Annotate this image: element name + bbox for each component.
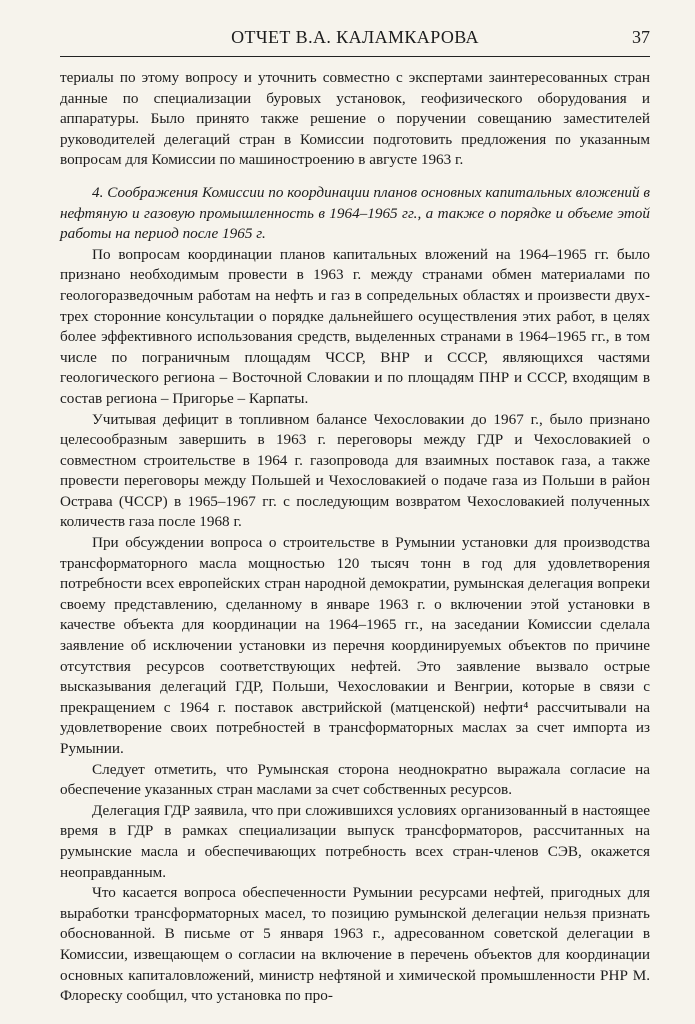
paragraph: Учитывая дефицит в топливном балансе Чехословакии до 1967 г., было признано целесообразным завершить в 1963 г. переговоры между ГДР и Чехословакией о совместном строительстве в 1964 г. газопровода для взаимных поставок газа, а также провести переговоры между Польшей и Чехословакией о подаче газа из Польши в район Острава (ЧССР) в 1965–1967 гг. с последующим возвратом Чехословакией полученных количеств газа после 1968 г. bbox=[60, 410, 650, 531]
header-title: ОТЧЕТ В.А. КАЛАМКАРОВА bbox=[231, 27, 479, 47]
body-text bbox=[60, 68, 650, 1007]
paragraph: При обсуждении вопроса о строительстве в Румынии установки для производства трансформаторного масла мощностью 120 тысяч тонн в год для удовлетворения потребности всех европейских стран народной демократии, румынская делегация вопреки своему представлению, сделанному в январе 1963 г. о включении этой установки в качестве объекта для координации на 1964–1965 гг., на заседании Комиссии сделала заявление об исключении установки из перечня координируемых объектов по причине отсутствия ресурсов соответствующих нефтей. Это заявление вызвало острые высказывания делегаций ГДР, Польши, Чехословакии и Венгрии, которые в связи с прекращением с 1964 г. поставок австрийской (матценской) нефти⁴ рассчитывали на удовлетворение своих потребностей в трансформаторных маслах за счет импорта из Румынии. bbox=[60, 534, 650, 757]
section-heading: 4. Соображения Комиссии по координации планов основных капитальных вложений в нефтяную и газовую промышленность в 1964–1965 гг., а также о порядке и объеме этой работы на период после 1965 г. bbox=[60, 183, 650, 243]
paragraph: По вопросам координации планов капитальных вложений на 1964–1965 гг. было признано необходимым провести в 1963 г. между странами обмен материалами по геологоразведочным работам на нефть и газ в сопредельных областях и произвести двух-трех сторонние консультации о порядке дальнейшего осуществления этих работ, в целях более эффективного использования средств, выделенных странами в 1964–1965 гг., в том числе по пограничным площадям ЧССР, ВНР и СССР, являющихся частями геологического региона – Восточной Словакии и по площадям ПНР и СССР, входящим в состав региона – Пригорье – Карпаты. bbox=[60, 245, 650, 407]
running-header bbox=[60, 18, 650, 58]
paragraph-continued: териалы по этому вопросу и уточнить совместно с экспертами заинтересованных стран данные по специализации буровых установок, геофизического оборудования и аппаратуры. Было принято также решение о поручении совещанию заместителей руководителей делегаций стран в Комиссии подготовить предложения по указанным вопросам для Комиссии по машиностроению в августе 1963 г. bbox=[60, 69, 650, 169]
paragraph: Следует отметить, что Румынская сторона неоднократно выражала согласие на обеспечение указанных стран маслами за счет собственных ресурсов. bbox=[60, 760, 650, 799]
paragraph: Делегация ГДР заявила, что при сложившихся условиях организованный в настоящее время в ГДР в рамках специализации выпуск трансформаторов, рассчитанных на румынские масла и обеспечивающих потребность всех стран-членов СЭВ, окажется неоправданным. bbox=[60, 801, 650, 881]
page-number: 37 bbox=[632, 27, 650, 47]
paragraph: Что касается вопроса обеспеченности Румынии ресурсами нефтей, пригодных для выработки трансформаторных масел, то позицию румынской делегации нельзя признать обоснованной. В письме от 5 января 1963 г., адресованном советской делегации в Комиссии, извещающем о согласии на включение в перечень объектов для координации основных капиталовложений, министр нефтяной и химической промышленности РНР М. Флореску сообщил, что установка по про- bbox=[60, 884, 650, 1005]
header-rule bbox=[60, 56, 650, 57]
